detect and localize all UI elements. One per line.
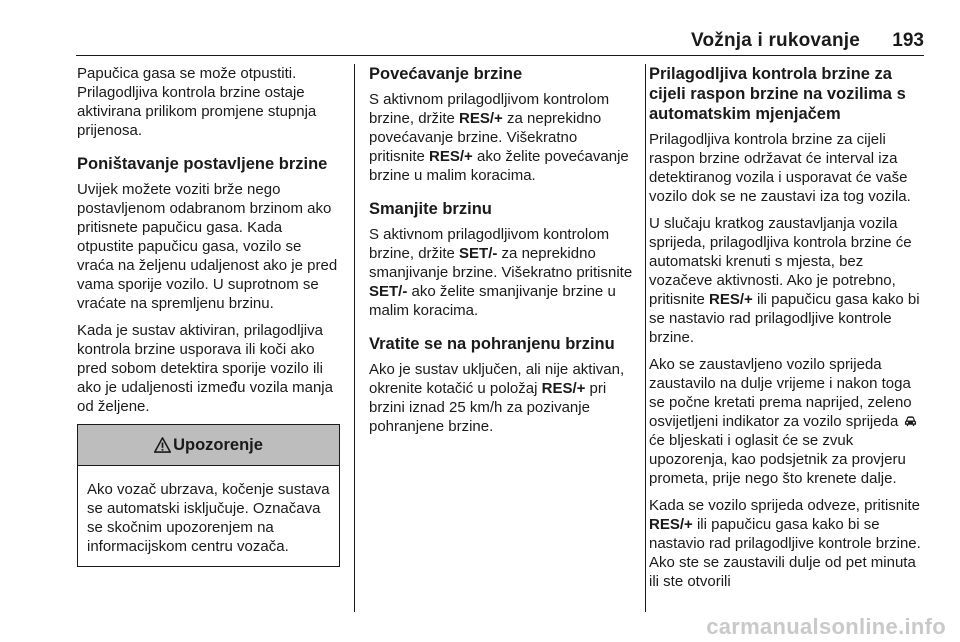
paragraph: Uvijek možete voziti brže nego postavljenom odabranom brzinom ako pritisnete papučicu gasa. Kada otpustite papučicu gasa, vozilo se vraća na željenu udaljenost ako je pred vama sporije vozilo. U suprotnom se vraćate na spremljenu brzinu. [77,181,338,312]
paragraph [649,214,929,347]
paragraph: Kada je sustav aktiviran, prilagodljiva kontrola brzine usporava ili koči ako pred sobom detektira sporije vozilo ili ako je udaljenosti između vozila manja od željene. [77,322,333,415]
text-run: ako želite smanjivanje brzine u malim koracima. [369,283,616,319]
text-run: U slučaju kratkog zaustavljanja vozila sprijeda, prilagodljiva kontrola brzine će automatski krenuti s mjesta, bez vozačeve aktivnosti. Ako je potrebno, pritisnite [649,215,912,308]
button-label-res: RES/+ [541,380,586,397]
paragraph [649,355,929,488]
warning-text: Ako vozač ubrzava, kočenje sustava se automatski isključuje. Označava se skočnim upozorenjem na informacijskom centru vozača. [87,481,330,555]
page-header [0,0,960,60]
text-run: Ako se zaustavljeno vozilo sprijeda zaustavilo na dulje vrijeme i nakon toga se počne kretati prema naprijed, zeleno osvijetljeni indikator za vozilo sprijeda [649,356,912,430]
button-label-res: RES/+ [459,110,503,127]
section-heading: Vratite se na pohranjenu brzinu [369,335,615,353]
section-heading: Poništavanje postavljene brzine [77,155,328,173]
text-run: ili papučicu gasa kako bi se nastavio rad prilagodljive kontrole brzine. [649,291,920,346]
section-heading: Prilagodljiva kontrola brzine za cijeli raspon brzine na vozilima s automatskim mjenjačem [649,65,906,123]
paragraph: Prilagodljiva kontrola brzine za cijeli raspon brzine održavat će interval iza detektiranog vozila i usporavat će vaše vozilo dok se ne zaustavi iza tog vozila. [649,131,911,205]
button-label-set: SET/- [459,245,498,262]
column-divider [645,64,646,612]
chapter-title: Vožnja i rukovanje [690,30,860,51]
column-divider [354,64,355,612]
button-label-res: RES/+ [709,291,753,308]
page-number: 193 [892,30,924,51]
paragraph [369,225,634,320]
button-label-set: SET/- [369,283,408,300]
button-label-res: RES/+ [649,516,693,533]
paragraph [649,496,929,591]
column-left [77,64,342,567]
button-label-res: RES/+ [429,148,473,165]
text-run: S aktivnom prilagodljivom kontrolom brzine, držite [369,91,610,127]
column-middle [369,64,634,444]
warning-title: Upozorenje [173,435,263,454]
text-run: ili papučicu gasa kako bi se nastavio rad prilagodljive kontrole brzine. Ako ste se zaustavili dulje od pet minuta ili ste otvorili [649,516,921,590]
column-right [649,64,929,599]
text-run: S aktivnom prilagodljivom kontrolom brzine, držite [369,226,610,262]
paragraph [369,360,634,436]
text-run: Ako je sustav uključen, ali nije aktivan, okrenite kotačić u položaj [369,361,625,397]
section-heading: Povećavanje brzine [369,65,523,83]
text-run: ako želite povećavanje brzine u malim koracima. [369,148,629,184]
text-run: Kada se vozilo sprijeda odveze, pritisnite [649,497,920,514]
warning-box [77,424,340,567]
vehicle-ahead-icon [904,415,917,427]
paragraph: Papučica gasa se može otpustiti. Prilagodljiva kontrola brzine ostaje aktivirana prilikom promjene stupnja prijenosa. [77,65,317,139]
text-run: za neprekidno povećavanje brzine. Višekratno pritisnite [369,110,602,165]
section-heading: Smanjite brzinu [369,200,492,218]
paragraph [369,90,634,185]
watermark: carmanualsonline.info [706,614,946,639]
warning-header [78,425,339,466]
header-divider [76,55,924,56]
warning-triangle-icon [154,437,171,453]
text-run: će bljeskati i oglasit će se zvuk upozorenja, kao podsjetnik za provjeru prometa, prije nego što krenete dalje. [649,432,906,487]
text-run: pri brzini iznad 25 km/h za pozivanje pohranjene brzine. [369,380,607,435]
text-run: za neprekidno smanjivanje brzine. Višekratno pritisnite [369,245,633,281]
